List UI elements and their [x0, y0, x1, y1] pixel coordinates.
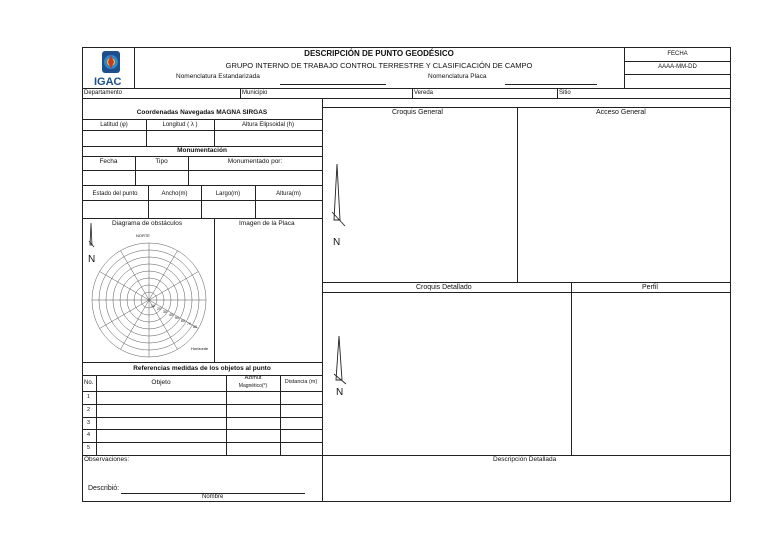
- fecha-mon-input[interactable]: [83, 171, 134, 184]
- right-header-line: [322, 107, 731, 108]
- nombre-label: Nombre: [202, 494, 224, 500]
- fecha-field[interactable]: [625, 75, 730, 87]
- col-no-label: No.: [84, 380, 94, 386]
- mon-line-3: [82, 185, 322, 186]
- elev-label-60: 60: [181, 319, 185, 323]
- altura-elipsoidal-label: Altura Elipsoidal (h): [241, 122, 295, 128]
- table-row[interactable]: [82, 391, 322, 404]
- sitio-field[interactable]: Sitio: [559, 90, 571, 96]
- elev-label-10: 10: [151, 304, 155, 308]
- detallado-perfil-divider: [571, 282, 572, 455]
- largo-label: Largo(m): [215, 191, 241, 197]
- coords-line-1: [82, 119, 322, 120]
- croquis-acceso-divider: [517, 107, 518, 282]
- latitud-input[interactable]: [83, 131, 145, 145]
- monumentado-por-label: Monumentado por:: [227, 158, 283, 165]
- footer-top-line: [82, 455, 731, 456]
- main-column-divider: [322, 98, 323, 502]
- tipo-label: Tipo: [155, 158, 168, 165]
- igac-emblem-icon: [91, 49, 131, 77]
- estado-label: Estado del punto: [92, 191, 138, 197]
- nomenclatura-placa-field[interactable]: [505, 84, 597, 85]
- nomenclatura-placa-label: Nomenclatura Placa: [428, 73, 487, 80]
- croquis-general-area[interactable]: [324, 119, 516, 281]
- col-magnetico-label: Magnético(°): [238, 383, 268, 389]
- acceso-general-area[interactable]: [519, 119, 730, 281]
- loc-div-1: [240, 88, 241, 98]
- vereda-field[interactable]: Vereda: [414, 90, 434, 96]
- descripcion-detallada-area[interactable]: [324, 466, 729, 500]
- igac-logo: [91, 49, 131, 87]
- elev-label-20: 20: [157, 307, 161, 311]
- detallado-n-letter: N: [336, 387, 344, 398]
- diagram-vdiv: [214, 218, 215, 362]
- perfil-area[interactable]: [573, 294, 730, 454]
- horizonte-label: Horizonte: [191, 346, 209, 351]
- logo-text: IGAC: [94, 76, 122, 88]
- croquis-general-label: Croquis General: [392, 109, 443, 116]
- table-row[interactable]: [82, 442, 322, 455]
- right-mid-header-line: [322, 292, 731, 293]
- table-row[interactable]: [82, 417, 322, 430]
- elev-label-50: 50: [175, 316, 179, 320]
- monumentado-por-input[interactable]: [189, 171, 321, 184]
- croquis-n-letter: N: [333, 237, 341, 248]
- fecha-mon-label: Fecha: [99, 158, 118, 165]
- mon-line-1: [82, 156, 322, 157]
- location-bottom-line: [82, 98, 731, 99]
- describio-label: Describió:: [88, 485, 120, 492]
- largo-input[interactable]: [202, 201, 254, 217]
- tipo-input[interactable]: [136, 171, 187, 184]
- altura-mon-input[interactable]: [256, 201, 321, 217]
- altura-mon-label: Altura(m): [276, 191, 301, 197]
- col-objeto-label: Objeto: [151, 379, 171, 386]
- elev-label-30: 30: [163, 310, 167, 314]
- perfil-label: Perfil: [642, 284, 658, 291]
- diagram-n-letter: N: [88, 254, 96, 265]
- col-distancia-label: Distancia (m): [284, 379, 318, 385]
- coords-title: Coordenadas Navegadas MAGNA SIRGAS: [136, 109, 268, 116]
- ancho-label: Ancho(m): [161, 191, 188, 197]
- table-row[interactable]: [82, 429, 322, 442]
- col-azimut-label: Azimut: [244, 375, 262, 381]
- loc-div-2: [412, 88, 413, 98]
- north-arrow-icon: [330, 334, 352, 390]
- elev-label-40: 40: [169, 313, 173, 317]
- row-number: 1: [87, 394, 91, 400]
- fecha-label: FECHA: [667, 51, 688, 57]
- descripcion-detallada-label: Descripción Detallada: [493, 456, 557, 463]
- elev-label-80: 80: [193, 325, 197, 329]
- departamento-field[interactable]: Departamento: [84, 90, 123, 96]
- norte-label: NORTE: [136, 233, 150, 238]
- latitud-label: Latitud (φ): [100, 122, 128, 128]
- estado-input[interactable]: [83, 201, 147, 217]
- mon-line-5: [82, 218, 322, 219]
- imagen-placa-label: Imagen de la Placa: [239, 220, 295, 227]
- observaciones-label: Observaciones:: [84, 456, 130, 463]
- croquis-detallado-label: Croquis Detallado: [416, 284, 472, 291]
- croquis-detallado-area[interactable]: [324, 294, 570, 454]
- right-mid-line: [322, 282, 731, 283]
- references-top-line: [82, 362, 322, 363]
- row-number: 3: [87, 419, 91, 426]
- altura-input[interactable]: [215, 131, 321, 145]
- table-row[interactable]: [82, 404, 322, 417]
- references-title: Referencias medidas de los objetos al punto: [133, 365, 271, 372]
- fecha-format: AAAA-MM-DD: [658, 64, 697, 70]
- longitud-label: Longitud ( λ ): [162, 122, 198, 128]
- row-number: 5: [87, 445, 91, 452]
- imagen-placa-area[interactable]: [216, 231, 321, 360]
- row-number: 2: [87, 406, 91, 413]
- monumentacion-title: Monumentación: [177, 147, 227, 154]
- elev-label-70: 70: [187, 322, 191, 326]
- header-bottom-line: [82, 88, 731, 89]
- ref-line-head: [82, 375, 322, 376]
- form-title: DESCRIPCIÓN DE PUNTO GEODÉSICO: [304, 49, 454, 58]
- north-arrow-icon: [327, 162, 351, 234]
- date-sep-1: [624, 61, 731, 62]
- diagram-title: Diagrama de obstáculos: [112, 220, 183, 227]
- row-number: 4: [87, 432, 91, 439]
- form-subtitle: GRUPO INTERNO DE TRABAJO CONTROL TERRESTRE Y CLASIFICACIÓN DE CAMPO: [225, 61, 533, 70]
- ancho-input[interactable]: [149, 201, 200, 217]
- obstacle-polar-diagram[interactable]: [86, 238, 212, 360]
- nomenclatura-estandarizada-label: Nomenclatura Estandarizada: [176, 73, 260, 80]
- municipio-field[interactable]: Municipio: [242, 90, 268, 96]
- acceso-general-label: Acceso General: [596, 109, 646, 116]
- longitud-input[interactable]: [147, 131, 213, 145]
- loc-div-3: [557, 88, 558, 98]
- nomenclatura-estandarizada-field[interactable]: [280, 84, 386, 85]
